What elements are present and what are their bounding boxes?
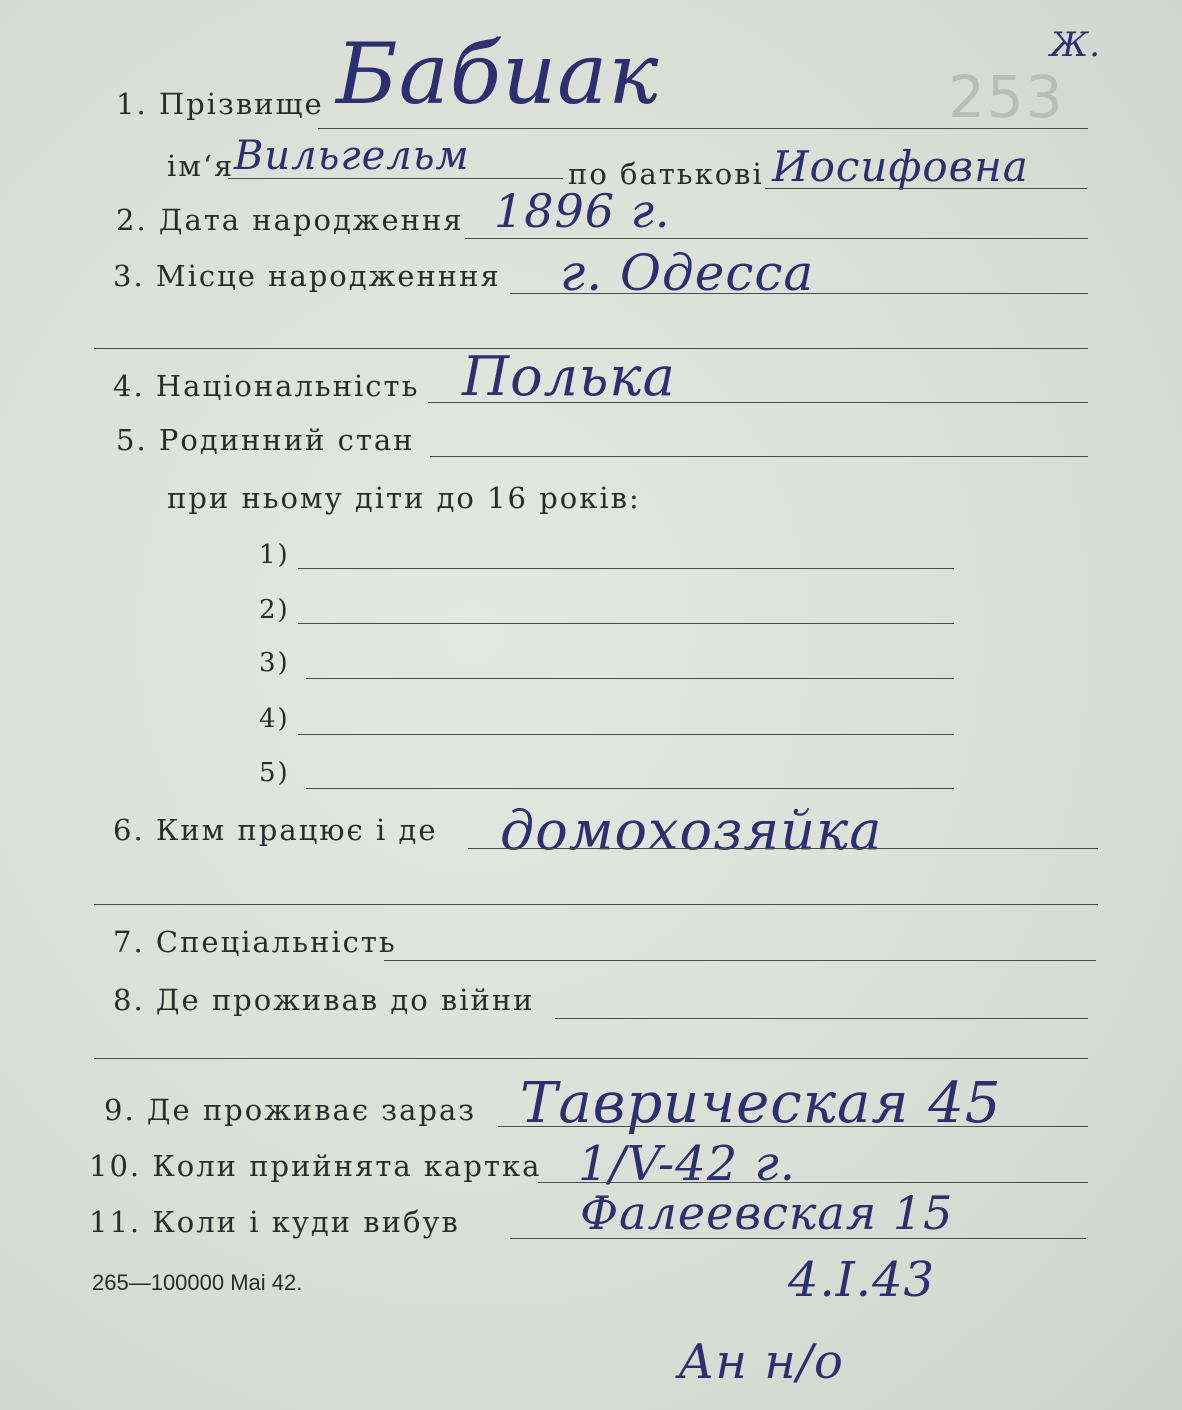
surname-value: Бабиак: [336, 25, 660, 123]
nationality-value: Полька: [462, 345, 676, 408]
patronymic-line: [765, 188, 1087, 189]
child-1-line: [298, 568, 954, 569]
archive-stamp-number: 253: [948, 63, 1065, 131]
departed-date: 4.I.43: [788, 1252, 936, 1308]
child-2-line: [298, 623, 954, 624]
current-residence-label: 9. Де проживає зараз: [104, 1093, 477, 1127]
work-line: [468, 848, 1098, 849]
name-value: Вильгельм: [234, 133, 470, 179]
specialty-line: [384, 960, 1096, 961]
birth-place-label: 3. Місце народженння: [113, 259, 501, 293]
specialty-label: 7. Спеціальність: [113, 925, 397, 959]
child-1-label: 1): [259, 540, 290, 570]
marital-status-line: [430, 456, 1088, 457]
child-3-label: 3): [259, 648, 290, 678]
work-value: домохозяйка: [500, 799, 883, 862]
marital-status-label: 5. Родинний стан: [116, 423, 415, 457]
birth-date-line: [465, 238, 1088, 239]
nationality-label: 4. Національність: [113, 369, 420, 403]
child-4-line: [298, 734, 954, 735]
patronymic-label: по батькові: [568, 157, 764, 191]
prewar-residence-line: [555, 1018, 1088, 1019]
work-label: 6. Ким працює і де: [113, 813, 438, 847]
child-3-line: [306, 678, 954, 679]
signature: Ан н/о: [678, 1334, 844, 1390]
nationality-line: [428, 402, 1088, 403]
surname-label: 1. Прізвище: [116, 87, 324, 121]
departed-value: Фалеевская 15: [580, 1186, 954, 1240]
corner-mark: Ж.: [1050, 25, 1102, 65]
child-2-label: 2): [259, 595, 290, 625]
child-4-label: 4): [259, 704, 290, 734]
prewar-residence-label: 8. Де проживав до війни: [113, 983, 535, 1017]
child-5-line: [306, 788, 954, 789]
departed-label: 11. Коли і куди вибув: [89, 1205, 460, 1239]
birth-date-value: 1896 г.: [494, 184, 671, 238]
current-residence-line: [498, 1126, 1088, 1127]
prewar-residence-line-2: [94, 1058, 1088, 1059]
card-accepted-line: [538, 1182, 1088, 1183]
name-label: ім‘я: [167, 149, 235, 183]
work-line-2: [94, 904, 1098, 905]
current-residence-value: Таврическая 45: [520, 1071, 1002, 1136]
print-code: 265—100000 Mai 42.: [92, 1270, 303, 1295]
card-accepted-label: 10. Коли прийнята картка: [89, 1149, 542, 1183]
name-line: [228, 178, 563, 179]
children-label: при ньому діти до 16 років:: [167, 481, 641, 515]
birth-place-value: г. Одесса: [560, 244, 815, 302]
child-5-label: 5): [259, 758, 290, 788]
birth-date-label: 2. Дата народження: [116, 203, 464, 237]
birth-place-line: [510, 293, 1088, 294]
departed-line: [510, 1238, 1086, 1239]
patronymic-value: Иосифовна: [772, 142, 1029, 191]
card-accepted-value: 1/V-42 г.: [578, 1136, 797, 1192]
surname-line: [318, 128, 1088, 129]
